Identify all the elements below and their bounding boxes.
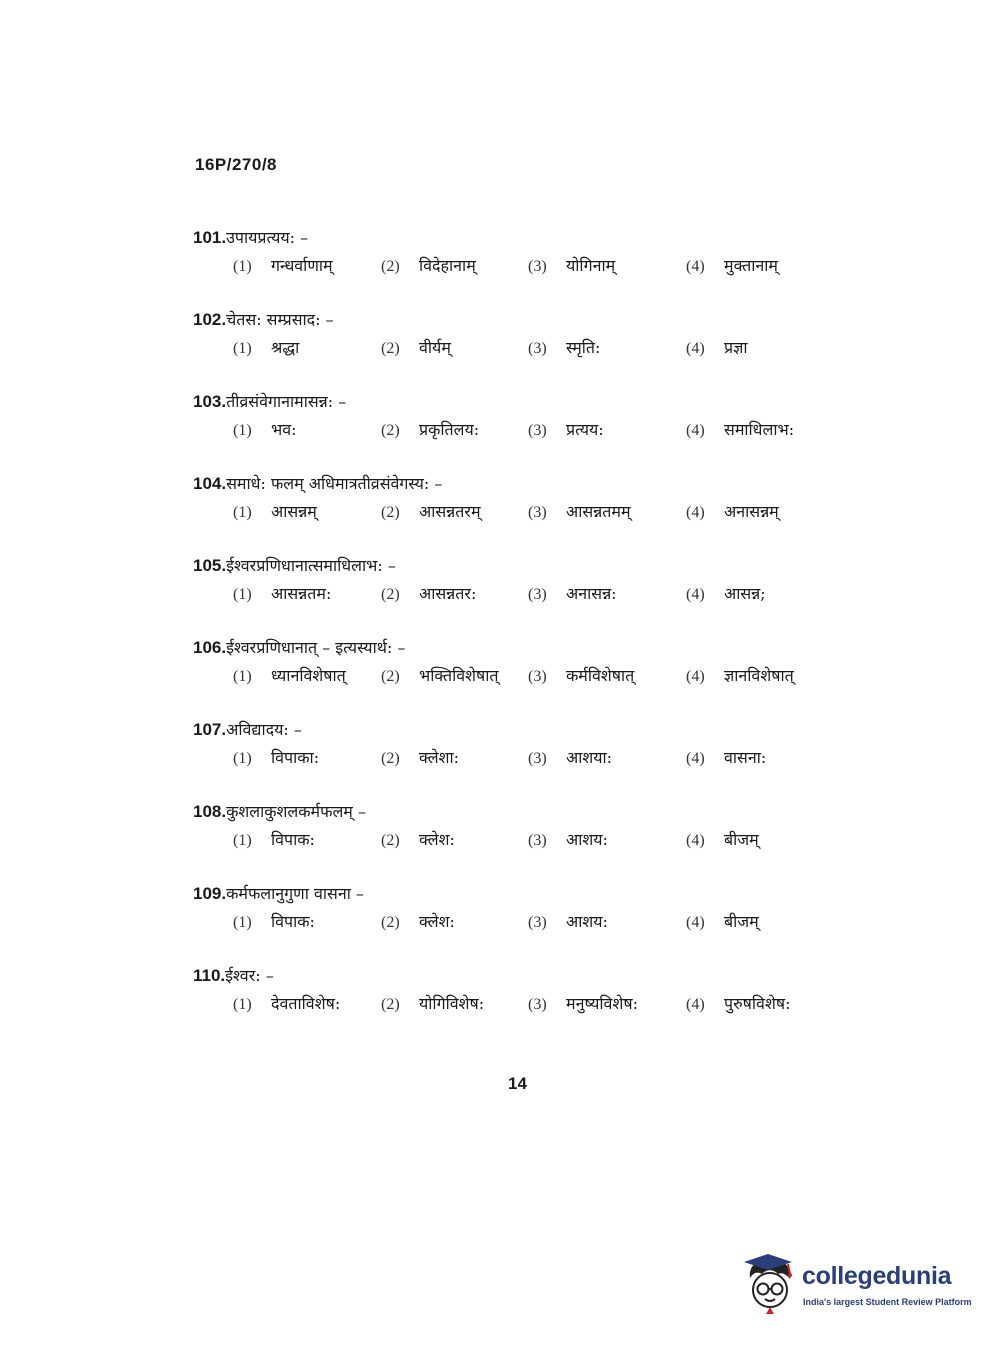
options xyxy=(233,746,833,772)
option-4: (4) बीजम् xyxy=(686,912,759,931)
question-110 xyxy=(193,964,833,1046)
option-1: (1) विपाक: xyxy=(233,830,315,849)
option-4: (4) समाधिलाभ: xyxy=(686,420,795,439)
options xyxy=(233,500,833,526)
option-3: (3) योगिनाम् xyxy=(528,256,616,275)
question-number: 104. xyxy=(193,474,227,493)
option-2: (2) आसन्नतर: xyxy=(381,584,477,603)
question-text: कर्मफलानुगुणा वासना – xyxy=(226,884,364,903)
option-1: (1) देवताविशेष: xyxy=(233,994,341,1013)
page-code: 16P/270/8 xyxy=(195,155,278,174)
option-3: (3) प्रत्यय: xyxy=(528,420,604,439)
option-2: (2) क्लेश: xyxy=(381,912,455,931)
option-2: (2) योगिविशेष: xyxy=(381,994,485,1013)
option-3: (3) कर्मविशेषात् xyxy=(528,666,635,685)
option-2: (2) क्लेश: xyxy=(381,830,455,849)
question-101 xyxy=(193,226,833,308)
question-104 xyxy=(193,472,833,554)
option-2: (2) विदेहानाम् xyxy=(381,256,476,275)
option-1: (1) विपाका: xyxy=(233,748,320,767)
question-text: अविद्यादय: – xyxy=(226,720,302,739)
option-4: (4) बीजम् xyxy=(686,830,759,849)
question-text: कुशलाकुशलकर्मफलम् – xyxy=(226,802,366,821)
question-108 xyxy=(193,800,833,882)
option-2: (2) आसन्नतरम् xyxy=(381,502,481,521)
options xyxy=(233,992,833,1018)
option-3: (3) स्मृति: xyxy=(528,338,601,357)
question-number: 103. xyxy=(193,392,227,411)
student-mascot-icon xyxy=(742,1252,798,1314)
options xyxy=(233,418,833,444)
question-number: 105. xyxy=(193,556,227,575)
option-4: (4) ज्ञानविशेषात् xyxy=(686,666,794,685)
question-text: उपायप्रत्यय: – xyxy=(226,228,309,247)
question-list xyxy=(193,226,833,1046)
option-4: (4) अनासन्नम् xyxy=(686,502,779,521)
question-105 xyxy=(193,554,833,636)
option-1: (1) भव: xyxy=(233,420,297,439)
options xyxy=(233,254,833,280)
option-4: (4) प्रज्ञा xyxy=(686,338,748,357)
collegedunia-watermark xyxy=(742,1252,972,1316)
option-2: (2) वीर्यम् xyxy=(381,338,451,357)
options xyxy=(233,664,833,690)
option-1: (1) ध्यानविशेषात् xyxy=(233,666,346,685)
option-4: (4) पुरुषविशेष: xyxy=(686,994,791,1013)
brand-name: collegedunia xyxy=(802,1262,952,1290)
option-4: (4) आसन्न; xyxy=(686,584,766,603)
option-3: (3) आसन्नतमम् xyxy=(528,502,631,521)
option-4: (4) वासना: xyxy=(686,748,767,767)
question-text: चेतस: सम्प्रसाद: – xyxy=(226,310,334,329)
option-2: (2) क्लेशा: xyxy=(381,748,459,767)
options xyxy=(233,828,833,854)
options xyxy=(233,336,833,362)
option-3: (3) आशया: xyxy=(528,748,613,767)
question-number: 108. xyxy=(193,802,227,821)
option-1: (1) विपाक: xyxy=(233,912,315,931)
options xyxy=(233,582,833,608)
option-1: (1) आसन्नतम: xyxy=(233,584,332,603)
option-3: (3) मनुष्यविशेष: xyxy=(528,994,638,1013)
question-107 xyxy=(193,718,833,800)
question-number: 110. xyxy=(193,966,226,985)
brand-tagline: India's largest Student Review Platform xyxy=(803,1297,972,1307)
option-3: (3) आशय: xyxy=(528,912,608,931)
question-103 xyxy=(193,390,833,472)
question-number: 101. xyxy=(193,228,227,247)
question-text: ईश्वरप्रणिधानात्समाधिलाभ: – xyxy=(226,556,396,575)
question-106 xyxy=(193,636,833,718)
page-number: 14 xyxy=(508,1074,527,1093)
question-number: 109. xyxy=(193,884,227,903)
option-3: (3) आशय: xyxy=(528,830,608,849)
option-4: (4) मुक्तानाम् xyxy=(686,256,779,275)
question-number: 107. xyxy=(193,720,227,739)
question-number: 106. xyxy=(193,638,227,657)
option-2: (2) भक्तिविशेषात् xyxy=(381,666,499,685)
question-102 xyxy=(193,308,833,390)
option-2: (2) प्रकृतिलय: xyxy=(381,420,480,439)
question-text: तीव्रसंवेगानामासन्न: – xyxy=(226,392,347,411)
question-text: ईश्वरप्रणिधानात् – इत्यस्यार्थ: – xyxy=(226,638,406,657)
question-text: समाधे: फलम् अधिमात्रतीव्रसंवेगस्य: – xyxy=(226,474,443,493)
option-3: (3) अनासन्न: xyxy=(528,584,617,603)
option-1: (1) गन्धर्वाणाम् xyxy=(233,256,333,275)
options xyxy=(233,910,833,936)
question-number: 102. xyxy=(193,310,227,329)
question-text: ईश्वर: – xyxy=(225,966,274,985)
option-1: (1) श्रद्धा xyxy=(233,338,300,357)
option-1: (1) आसन्नम् xyxy=(233,502,317,521)
question-109 xyxy=(193,882,833,964)
